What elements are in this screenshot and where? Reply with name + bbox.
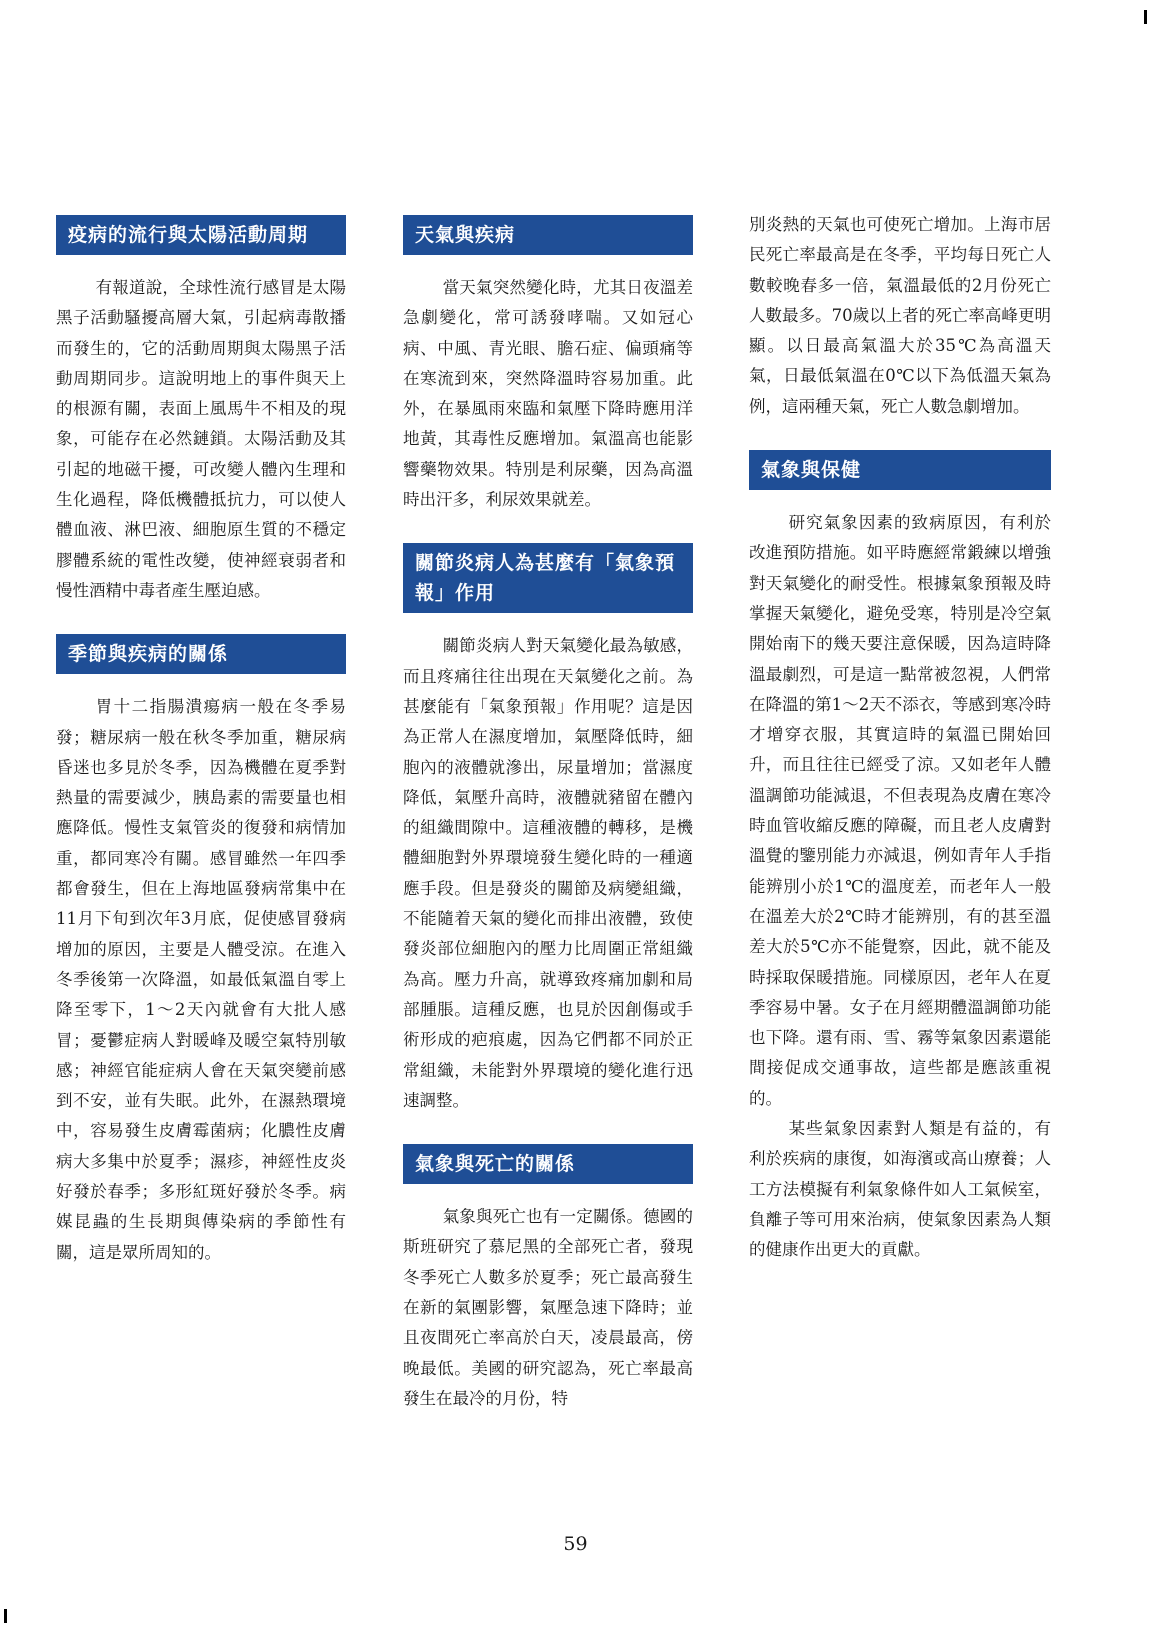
section-heading-mortality: 氣象與死亡的關係 xyxy=(403,1144,693,1184)
crop-mark-top-right xyxy=(1144,10,1147,24)
column-3 xyxy=(749,210,1051,1266)
section-heading-weather: 天氣與疾病 xyxy=(403,215,693,255)
section-body-health-2: 某些氣象因素對人類是有益的，有利於疾病的康復，如海濱或高山療養；人工方法模擬有利氣象條件如人工氣候室，負離子等可用來治病，使氣象因素為人類的健康作出更大的貢獻。 xyxy=(749,1119,1051,1260)
section-body-mortality: 氣象與死亡也有一定關係。德國的斯班研究了慕尼黑的全部死亡者，發現冬季死亡人數多於夏季；死亡最高發生在新的氣團影響，氣壓急速下降時；並且夜間死亡率高於白天，凌晨最高，傍晚最低。美國的研究認為，死亡率最高發生在最冷的月份，特 xyxy=(403,1207,693,1408)
crop-mark-bottom-left xyxy=(4,1609,7,1623)
section-body-arthritis: 關節炎病人對天氣變化最為敏感，而且疼痛往往出現在天氣變化之前。為甚麼能有「氣象預報」作用呢？這是因為正常人在濕度增加，氣壓降低時，細胞內的液體就滲出，尿量增加；當濕度降低，氣壓升高時，液體就豬留在體內的組織間隙中。這種液體的轉移，是機體細胞對外界環境發生變化時的一種適應手段。但是發炎的關節及病變組織，不能隨着天氣的變化而排出液體，致使發炎部位細胞內的壓力比周圍正常組織為高。壓力升高，就導致疼痛加劇和局部腫脹。這種反應，也見於因創傷或手術形成的疤痕處，因為它們都不同於正常組織，未能對外界環境的變化進行迅速調整。 xyxy=(403,636,693,1110)
column-1 xyxy=(56,215,346,1268)
section-body-weather: 當天氣突然變化時，尤其日夜溫差急劇變化，常可誘發哮喘。又如冠心病、中風、青光眼、膽石症、偏頭痛等在寒流到來，突然降溫時容易加重。此外，在暴風雨來臨和氣壓下降時應用洋地黃，其毒性反應增加。氣溫高也能影響藥物效果。特別是利尿藥，因為高溫時出汗多，利尿效果就差。 xyxy=(403,278,693,510)
section-body-seasons: 胃十二指腸潰瘍病一般在冬季易發；糖尿病一般在秋冬季加重，糖尿病昏迷也多見於冬季，因為機體在夏季對熱量的需要減少，胰島素的需要量也相應降低。慢性支氣管炎的復發和病情加重，都同寒冷有關。感冒雖然一年四季都會發生，但在上海地區發病常集中在11月下旬到次年3月底，促使感冒發病增加的原因，主要是人體受涼。在進入冬季後第一次降溫，如最低氣溫自零上降至零下，1～2天內就會有大批人感冒；憂鬱症病人對暖峰及暖空氣特別敏感；神經官能症病人會在天氣突變前感到不安，並有失眠。此外，在濕熱環境中，容易發生皮膚霉菌病；化膿性皮膚病大多集中於夏季；濕疹，神經性皮炎好發於春季；多形紅斑好發於冬季。病媒昆蟲的生長期與傳染病的季節性有關，這是眾所周知的。 xyxy=(56,697,346,1262)
section-heading-sun-cycle: 疫病的流行與太陽活動周期 xyxy=(56,215,346,255)
section-body-sun-cycle: 有報道說，全球性流行感冒是太陽黑子活動騷擾高層大氣，引起病毒散播而發生的，它的活動周期與太陽黑子活動周期同步。這說明地上的事件與天上的根源有關，表面上風馬牛不相及的現象，可能存在必然鏈鎖。太陽活動及其引起的地磁干擾，可改變人體內生理和生化過程，降低機體抵抗力，可以使人體血液、淋巴液、細胞原生質的不穩定膠體系統的電性改變，使神經衰弱者和慢性酒精中毒者產生壓迫感。 xyxy=(56,278,346,600)
section-heading-arthritis: 關節炎病人為甚麼有「氣象預報」作用 xyxy=(403,543,693,613)
section-heading-health: 氣象與保健 xyxy=(749,450,1051,490)
section-body-mortality-continued: 別炎熱的天氣也可使死亡增加。上海市居民死亡率最高是在冬季，平均每日死亡人數較晚春多一倍，氣溫最低的2月份死亡人數最多。70歲以上者的死亡率高峰更明顯。以日最高氣溫大於35℃為高溫天氣，日最低氣溫在0℃以下為低溫天氣為例，這兩種天氣，死亡人數急劇增加。 xyxy=(749,215,1051,416)
column-2 xyxy=(403,215,693,1414)
section-heading-seasons: 季節與疾病的關係 xyxy=(56,634,346,674)
section-body-health-1: 研究氣象因素的致病原因，有利於改進預防措施。如平時應經常鍛練以增強對天氣變化的耐受性。根據氣象預報及時掌握天氣變化，避免受寒，特別是冷空氣開始南下的幾天要注意保暖，因為這時降溫最劇烈，可是這一點常被忽視，人們常在降溫的第1～2天不添衣，等感到寒冷時才增穿衣服，其實這時的氣溫已開始回升，而且往往已經受了涼。又如老年人體溫調節功能減退，不但表現為皮膚在寒冷時血管收縮反應的障礙，而且老人皮膚對溫覺的鑒別能力亦減退，例如青年人手指能辨別小於1℃的溫度差，而老年人一般在溫差大於2℃時才能辨別，有的甚至溫差大於5℃亦不能覺察，因此，就不能及時採取保暖措施。同樣原因，老年人在夏季容易中暑。女子在月經期體溫調節功能也下降。還有雨、雪、霧等氣象因素還能間接促成交通事故，這些都是應該重視的。 xyxy=(749,513,1051,1108)
page-number: 59 xyxy=(563,1533,588,1555)
